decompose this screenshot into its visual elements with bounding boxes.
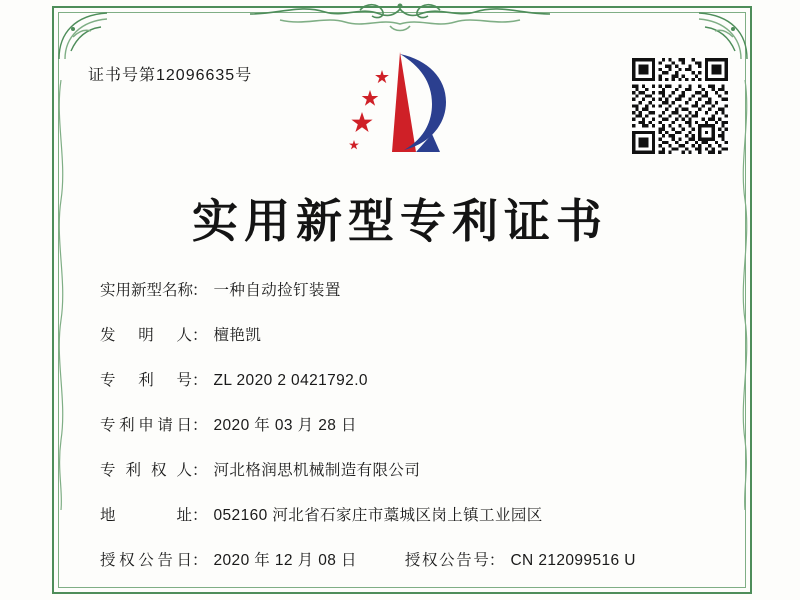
field-value-grant-number: CN 212099516 U bbox=[510, 552, 636, 569]
field-row-address bbox=[100, 503, 710, 525]
field-row-patentee bbox=[100, 458, 710, 480]
field-row-grant-announcement bbox=[100, 548, 710, 570]
field-label-inventor: 发明人 bbox=[100, 327, 192, 344]
ornament-left-edge-icon bbox=[53, 80, 69, 510]
field-label-address: 地址 bbox=[100, 507, 192, 524]
field-value-application-date: 2020 年 03 月 28 日 bbox=[213, 417, 357, 434]
field-colon-utility-model-name: ： bbox=[192, 282, 208, 299]
qr-code bbox=[632, 58, 728, 154]
ornament-top-center-icon bbox=[250, 0, 550, 48]
field-label-utility-model-name: 实用新型名称 bbox=[100, 282, 194, 299]
field-colon-address: ： bbox=[192, 507, 208, 524]
field-label-patent-number: 专利号 bbox=[100, 372, 192, 389]
field-label-grant-number: 授权公告号 bbox=[404, 552, 489, 569]
ornament-corner-top-left-icon bbox=[53, 7, 131, 65]
ornament-corner-top-right-icon bbox=[675, 7, 753, 65]
field-label-grant-date: 授权公告日 bbox=[100, 552, 192, 569]
field-value-grant-date: 2020 年 12 月 08 日 bbox=[213, 552, 357, 569]
field-row-utility-model-name bbox=[100, 278, 710, 300]
field-colon-patent-number: ： bbox=[192, 372, 208, 389]
field-colon-grant-number: ： bbox=[488, 552, 505, 569]
field-row-patent-number bbox=[100, 368, 710, 390]
certificate-serial-number: 证书号第12096635号 bbox=[88, 67, 253, 84]
field-row-application-date bbox=[100, 413, 710, 435]
field-colon-application-date: ： bbox=[192, 417, 208, 434]
field-value-patent-number: ZL 2020 2 0421792.0 bbox=[213, 372, 368, 389]
field-colon-grant-date: ： bbox=[192, 552, 208, 569]
cnipa-logo-icon bbox=[330, 48, 480, 163]
field-value-patentee: 河北格润思机械制造有限公司 bbox=[213, 462, 421, 479]
grant-announcement-number-group bbox=[405, 548, 636, 570]
field-row-inventor bbox=[100, 323, 710, 345]
field-value-address: 052160 河北省石家庄市藁城区岗上镇工业园区 bbox=[213, 507, 543, 524]
field-colon-inventor: ： bbox=[192, 327, 208, 344]
field-value-inventor: 檀艳凯 bbox=[213, 327, 262, 344]
field-value-utility-model-name: 一种自动捡钉装置 bbox=[213, 282, 341, 299]
field-colon-patentee: ： bbox=[192, 462, 208, 479]
certificate-fields bbox=[100, 278, 710, 593]
ornament-right-edge-icon bbox=[737, 80, 753, 510]
field-label-application-date: 专利申请日 bbox=[100, 417, 192, 434]
field-label-patentee: 专利权人 bbox=[100, 462, 192, 479]
certificate-title: 实用新型专利证书 bbox=[192, 194, 608, 248]
